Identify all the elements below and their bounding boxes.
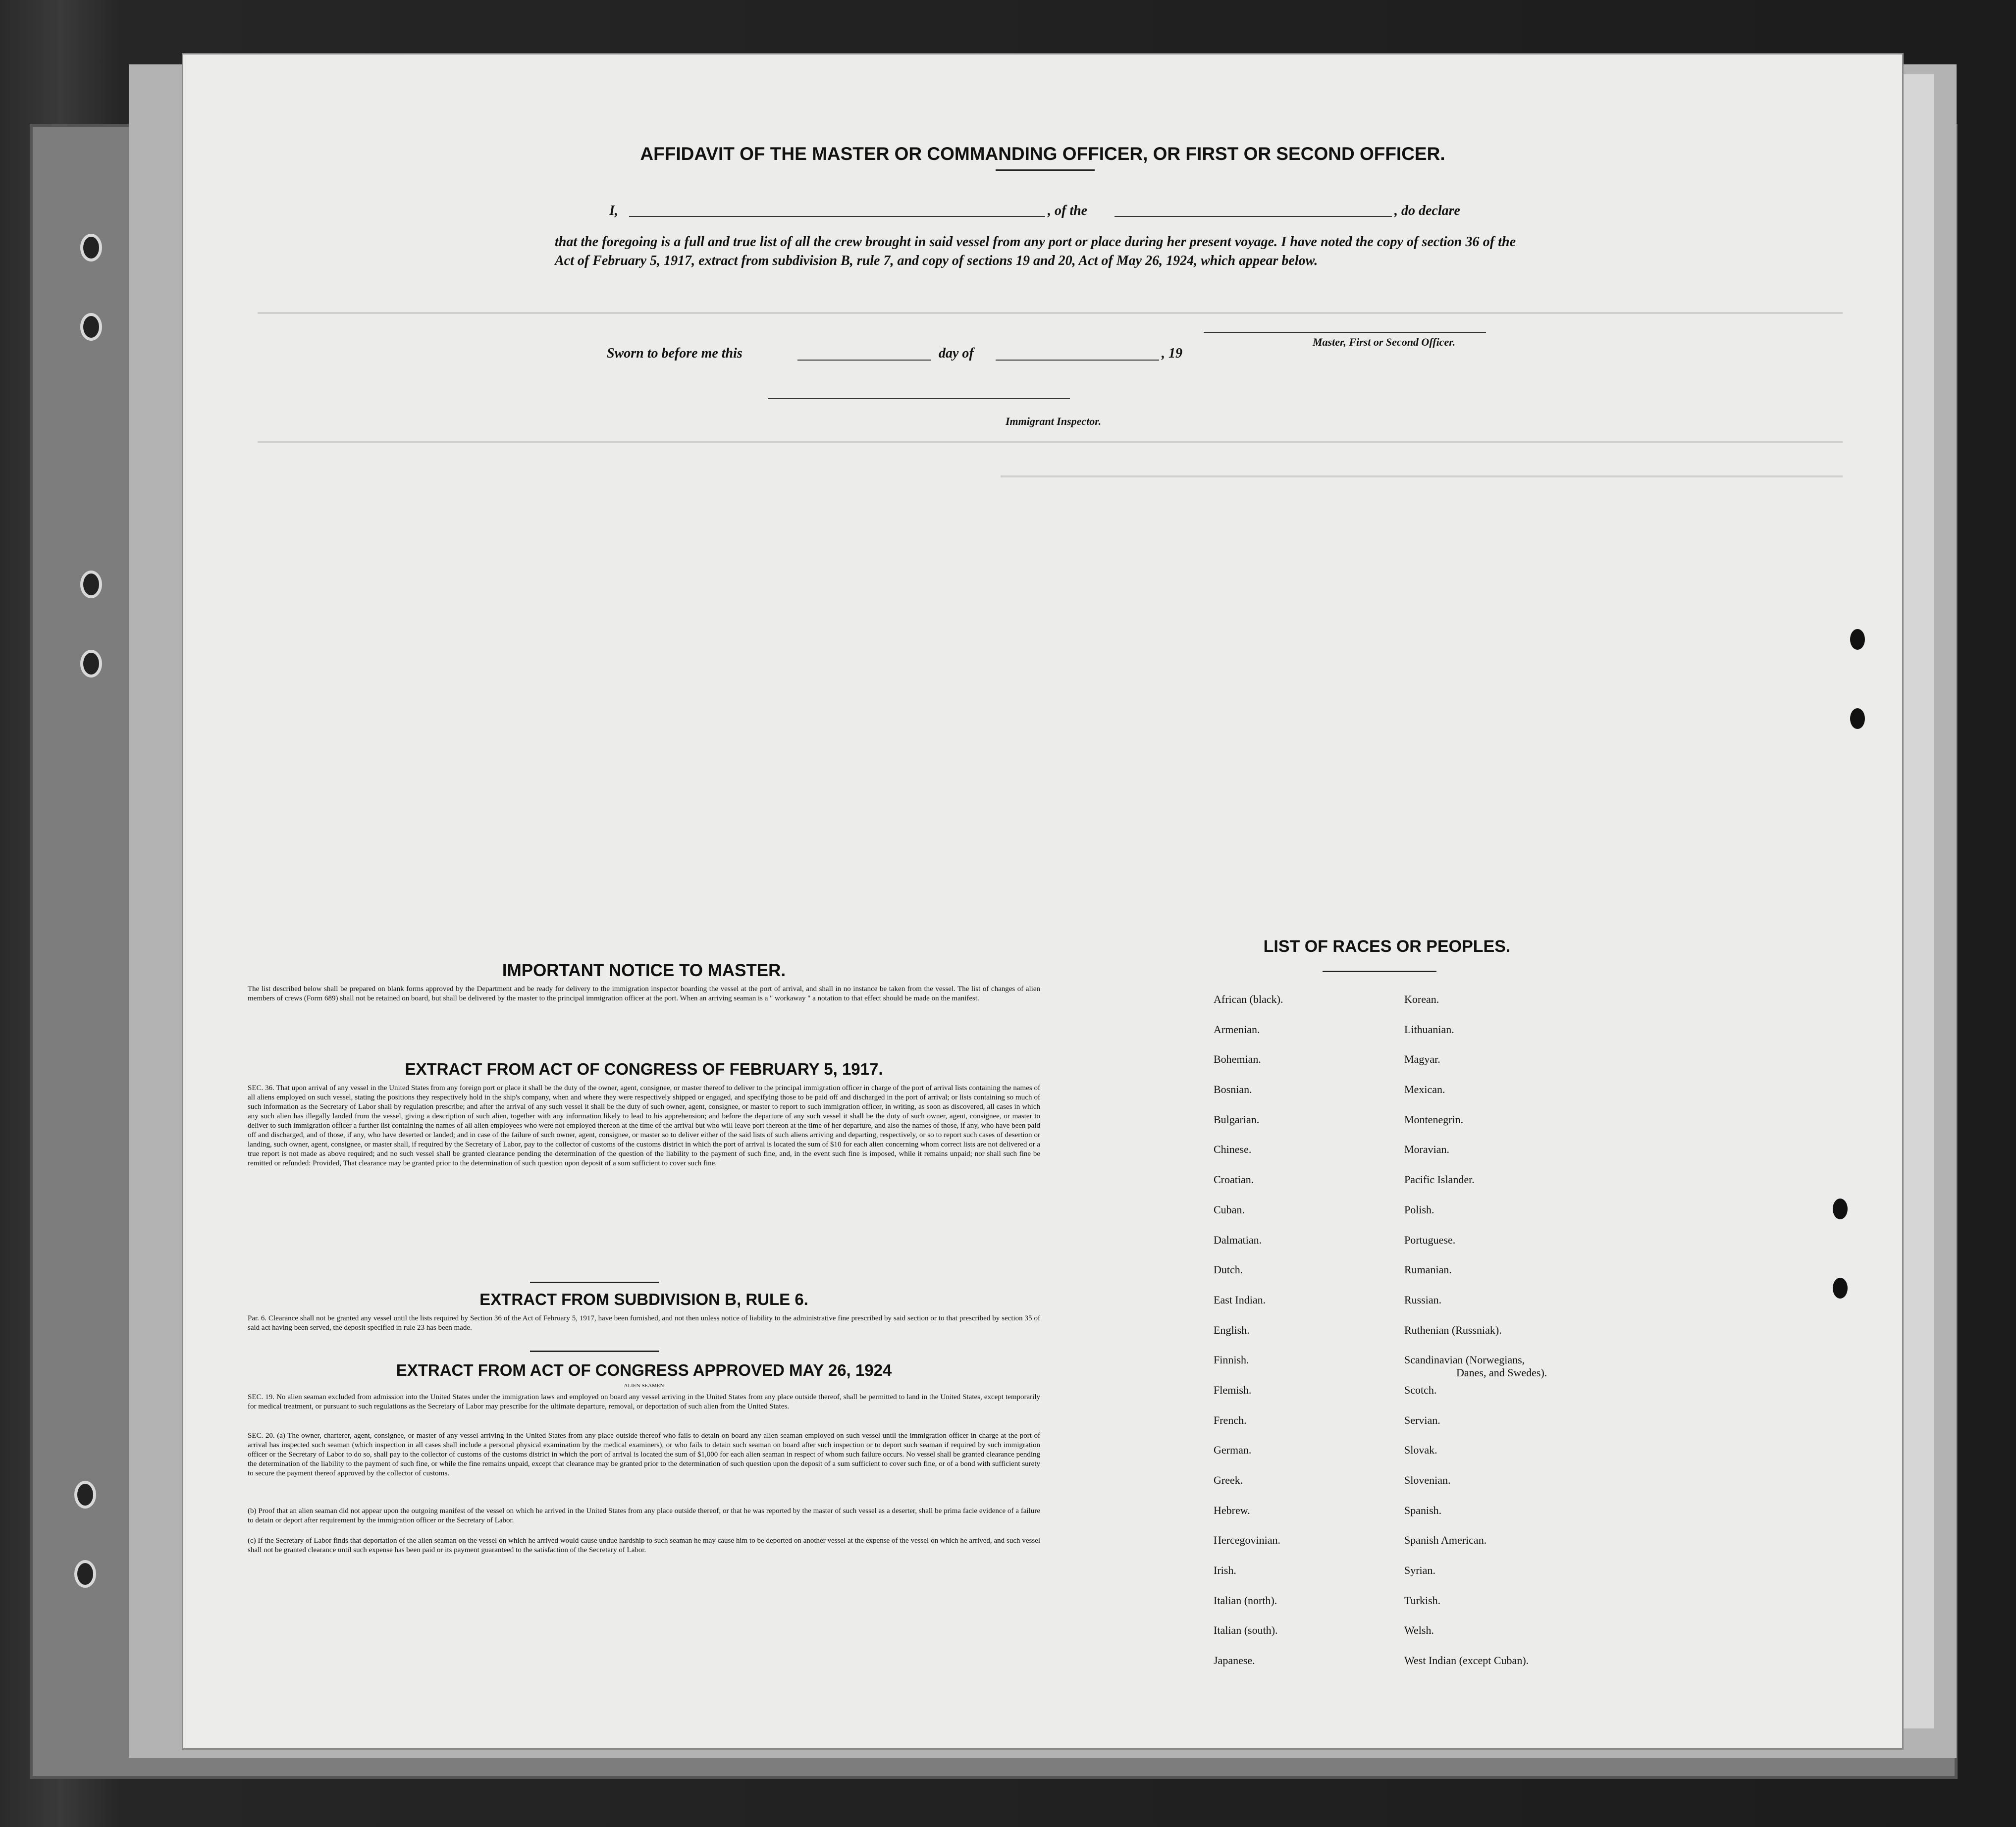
race-item-text: Scandinavian (Norwegians, [1404, 1354, 1525, 1366]
race-item: German. [1214, 1444, 1252, 1457]
name-blank [629, 216, 1045, 217]
extract-1924-title: EXTRACT FROM ACT OF CONGRESS APPROVED MAY 26, 1924 [396, 1361, 892, 1379]
race-item: Magyar. [1404, 1053, 1440, 1066]
punch-hole [80, 234, 102, 261]
extract-1917-body: SEC. 36. That upon arrival of any vessel in the United States from any foreign port or place it shall be the duty of the owner, agent, consignee, or master thereof to deliver to the principal immigration officer in charge of the port of arrival lists containing the names of all aliens employed on such vessel, stating the positions they respectively hold in the ship's company, when and where they were respectively shipped or engaged, and specifying those to be paid off and discharged in the port of arrival; or lists containing so much of such information as the Secretary of Labor shall by regulation prescribe; and after the arrival of any such vessel it shall be the duty of such owner, agent, consignee, or master to report to such immigration officer, in writing, as soon as discovered, all cases in which any such alien has illegally landed from the vessel, giving a description of such alien, together with any information likely to lead to his apprehension; and before the departure of any such vessel it shall be the duty of such owner, agent, consignee, or master to deliver to such immigration officer a further list containing the names of all alien employees who were not employed thereon at the time of the arrival but who will leave port thereon at the time of her departure, and also the names of those, if any, who have been paid off and discharged, and of those, if any, who have deserted or landed; and in case of the failure of such owner, agent, consignee, or master so to deliver either of the said lists of such aliens arriving and departing, respectively, or so to report such cases of desertion or landing, such owner, agent, consignee, or master shall, if required by the Secretary of Labor, pay to the collector of customs of the customs district in which the port of arrival is located the sum of $10 for each alien concerning whom correct lists are not delivered or a true report is not made as above required; and no such vessel shall be granted clearance pending the determination of the question of the liability to the payment of such fine, and, in the event such fine is imposed, while it remains unpaid; nor shall such fine be remitted or refunded: Provided, That clearance may be granted prior to the determination of such question upon deposit of a sum sufficient to cover such fine. [248, 1084, 1040, 1167]
race-item: West Indian (except Cuban). [1404, 1654, 1529, 1667]
bleed-through-line [258, 441, 1843, 443]
race-item: Mexican. [1404, 1083, 1445, 1096]
bleed-through-line [1001, 475, 1843, 477]
race-item: Slovenian. [1404, 1474, 1451, 1486]
race-item: Spanish. [1404, 1504, 1442, 1516]
race-item: Bosnian. [1214, 1083, 1252, 1096]
year-label: , 19 [1162, 346, 1182, 361]
race-item: Montenegrin. [1404, 1113, 1464, 1126]
punch-hole [74, 1560, 96, 1588]
races-column-1 [1214, 993, 1283, 1684]
race-item-continuation: Danes, and Swedes). [1456, 1366, 1547, 1379]
race-item: Japanese. [1214, 1654, 1255, 1667]
notice-title: IMPORTANT NOTICE TO MASTER. [502, 961, 786, 980]
race-item: Chinese. [1214, 1143, 1252, 1156]
race-item: Armenian. [1214, 1023, 1260, 1036]
race-item: Bohemian. [1214, 1053, 1261, 1066]
race-item: Portuguese. [1404, 1233, 1456, 1246]
sec20c-body: (c) If the Secretary of Labor finds that deportation of the alien seaman on the vessel on which he arrived would cause undue hardship to such seaman he may cause him to be deported on another vessel at the expense of the vessel on which he arrived, and such vessel shall not be granted clearance until such expense has been paid or its payment guaranteed to the satisfaction of the Secretary of Labor. [248, 1537, 1040, 1554]
day-of-label: day of [939, 346, 974, 361]
divider [530, 1351, 659, 1352]
signature-label: Master, First or Second Officer. [1313, 336, 1456, 348]
race-item: Bulgarian. [1214, 1113, 1260, 1126]
race-item: Korean. [1404, 993, 1439, 1005]
race-item: Hercegovinian. [1214, 1534, 1280, 1547]
race-item: Servian. [1404, 1413, 1440, 1426]
race-item: Hebrew. [1214, 1504, 1250, 1516]
month-blank [996, 360, 1159, 361]
form-page [183, 54, 1902, 1748]
race-item: Dutch. [1214, 1263, 1243, 1276]
punch-hole [80, 650, 102, 678]
race-item: Ruthenian (Russniak). [1404, 1323, 1502, 1336]
notice-body: The list described below shall be prepared on blank forms approved by the Department and be ready for delivery to the immigration inspector boarding the vessel at the port of arrival, and shall in no instance be taken from the vessel. The list of changes of alien members of crews (Form 689) shall not be retained on board, but shall be delivered by the master to the principal immigration officer at the port. When an arriving seaman is a " workaway " a notation to that effect should be made on the manifest. [248, 985, 1040, 1002]
alien-seamen-subtitle: ALIEN SEAMEN [624, 1383, 664, 1389]
extract-rule6-title: EXTRACT FROM SUBDIVISION B, RULE 6. [479, 1290, 808, 1308]
punch-hole [1850, 629, 1865, 650]
race-item: Syrian. [1404, 1564, 1435, 1577]
punch-hole [74, 1481, 96, 1509]
affidavit-title: AFFIDAVIT OF THE MASTER OR COMMANDING OFFICER, OR FIRST OR SECOND OFFICER. [640, 144, 1445, 164]
race-item: Flemish. [1214, 1383, 1252, 1396]
extract-rule6-body: Par. 6. Clearance shall not be granted any vessel until the lists required by Section 36 of the Act of February 5, 1917, have been furnished, and not then unless notice of liability to the administrative fine prescribed by said section or to that prescribed by section 35 of said act having been served, the deposit specified in rule 23 has been made. [248, 1314, 1040, 1332]
race-item: Finnish. [1214, 1354, 1249, 1366]
punch-hole [1850, 708, 1865, 729]
race-item: Rumanian. [1404, 1263, 1452, 1276]
affidavit-of-the: , of the [1048, 203, 1088, 218]
punch-hole [80, 571, 102, 598]
race-item: Cuban. [1214, 1203, 1245, 1216]
race-item: Greek. [1214, 1474, 1243, 1486]
race-item: Moravian. [1404, 1143, 1450, 1156]
bleed-through-line [258, 312, 1843, 314]
punch-hole [1833, 1278, 1848, 1299]
race-item: Pacific Islander. [1404, 1173, 1475, 1186]
divider [1323, 971, 1436, 972]
races-title: LIST OF RACES OR PEOPLES. [1263, 937, 1511, 956]
affidavit-i: I, [609, 203, 618, 218]
race-item: Slovak. [1404, 1444, 1437, 1457]
vessel-blank [1114, 216, 1392, 217]
race-item: East Indian. [1214, 1293, 1266, 1306]
divider [530, 1282, 659, 1283]
race-item: Turkish. [1404, 1594, 1441, 1607]
race-item: Croatian. [1214, 1173, 1254, 1186]
race-item [1404, 1354, 1547, 1384]
race-item: Welsh. [1404, 1624, 1434, 1637]
race-item: Scotch. [1404, 1383, 1437, 1396]
races-column-2 [1404, 993, 1547, 1684]
sec19-body: SEC. 19. No alien seaman excluded from admission into the United States under the immigration laws and employed on board any vessel arriving in the United States from any place outside thereof, shall be permitted to land in the United States, except temporarily for medical treatment, or pursuant to such regulations as the Secretary of Labor may prescribe for the ultimate departure, removal, or deportation of such alien from the United States. [248, 1393, 1040, 1410]
day-blank [797, 360, 931, 361]
punch-hole [80, 313, 102, 341]
race-item: Russian. [1404, 1293, 1442, 1306]
race-item: English. [1214, 1323, 1250, 1336]
inspector-blank [768, 398, 1070, 399]
sec20b-body: (b) Proof that an alien seaman did not appear upon the outgoing manifest of the vessel on which he arrived in the United States from any place outside thereof, or that he was reported by the master of such vessel as a deserter, shall be prima facie evidence of a failure to detain or deport after requirement by the immigration officer or the Secretary of Labor. [248, 1507, 1040, 1524]
race-item: African (black). [1214, 993, 1283, 1005]
race-item: Lithuanian. [1404, 1023, 1454, 1036]
extract-1917-title: EXTRACT FROM ACT OF CONGRESS OF FEBRUARY 5, 1917. [405, 1060, 883, 1078]
race-item: Irish. [1214, 1564, 1236, 1577]
race-item: French. [1214, 1413, 1247, 1426]
sec20a-body: SEC. 20. (a) The owner, charterer, agent, consignee, or master of any vessel arriving in the United States from any place outside thereof who fails to detain on board any alien seaman employed on such vessel until the immigration officer in charge at the port of arrival has inspected such seaman (which inspection in all cases shall include a personal physical examination by the medical examiners), or who fails to detain such seaman on board after such inspection or to deport such seaman if required by such immigration officer or the Secretary of Labor to do so, shall pay to the collector of customs of the customs district in which the port of arrival is located the sum of $1,000 for each alien seaman in respect of whom such failure occurs. No vessel shall be granted clearance pending the determination of the liability to the payment of such fine, or while the fine remains unpaid, except that clearance may be granted prior to the determination of such question upon the deposit of a sum sufficient to cover such fine, or of a bond with sufficient surety to secure the payment thereof approved by the collector of customs. [248, 1432, 1040, 1477]
affidavit-declare: , do declare [1394, 203, 1460, 218]
race-item: Spanish American. [1404, 1534, 1487, 1547]
race-item: Italian (north). [1214, 1594, 1277, 1607]
race-item: Dalmatian. [1214, 1233, 1262, 1246]
race-item: Polish. [1404, 1203, 1434, 1216]
sworn-label: Sworn to before me this [607, 346, 743, 361]
divider [996, 169, 1095, 171]
affidavit-body: that the foregoing is a full and true list of all the crew brought in said vessel from any port or place during her present voyage. I have noted the copy of section 36 of the Act of February 5, 1917, extract from subdivision B, rule 7, and copy of sections 19 and 20, Act of May 26, 1924, which appear below. [555, 234, 1516, 268]
inspector-label: Immigrant Inspector. [1006, 415, 1102, 427]
punch-hole [1833, 1199, 1848, 1219]
race-item: Italian (south). [1214, 1624, 1278, 1637]
signature-blank [1204, 332, 1486, 333]
